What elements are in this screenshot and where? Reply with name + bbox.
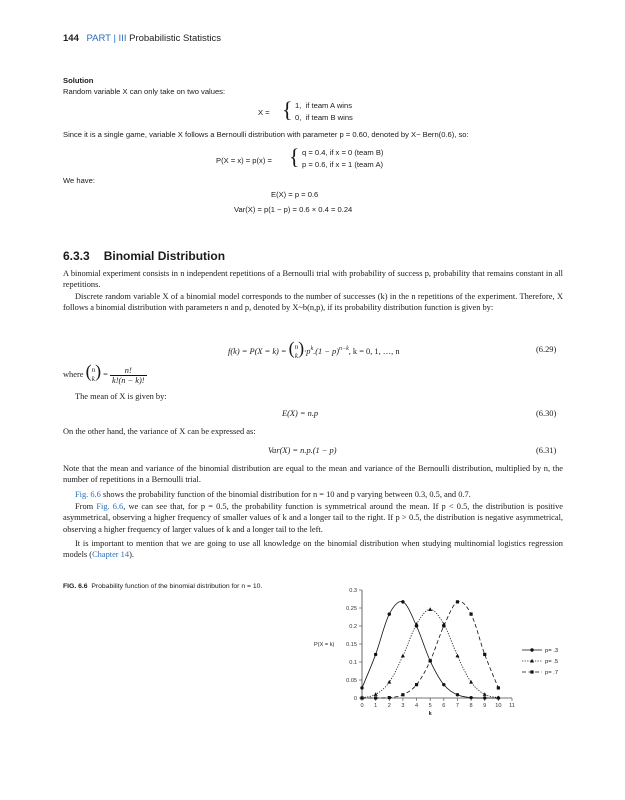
binomial-coefficient-definition: where ( n k ) = $\frac{n!}{k!(n - k)!}$ [63,361,145,385]
paragraph-4: Fig. 6.6 shows the probability function of the binomial distribution for n = 10 and p varying between 0.3, 0.5, and 0.7. [75,490,471,499]
data-point-s0-k0 [360,686,363,689]
y-tick-label: 0.2 [349,624,357,631]
page-number: 144 [63,33,79,44]
y-tick-label: 0.3 [349,588,357,595]
series-line-1 [362,609,498,697]
x-tick-label: 4 [414,703,419,709]
legend-label-2: p= .7 [545,670,559,676]
data-point-s2-k8 [469,613,472,616]
equation-6-31: Var(X) = n.p.(1 − p) [268,446,337,455]
paragraph-6: It is important to mention that we are going to use all knowledge on the binomial distribution when studying multinomial logistics regression models (Chapter 14). [63,539,563,560]
part-title: Probabilistic Statistics [129,33,221,44]
x-tick-label: 3 [401,703,405,709]
legend-marker-0 [530,648,533,651]
x-tick-label: 7 [455,703,460,709]
pmf-case-1: q = 0.4, if x = 0 (team B) [302,148,384,157]
series-line-0 [362,601,498,698]
equation-number-6-30: (6.30) [536,409,557,418]
y-tick-label: 0.25 [346,606,357,613]
x-tick-label: 0 [360,703,364,709]
brace-2: { [289,144,300,169]
equation-number-6-29: (6.29) [536,345,557,354]
figure-caption: FIG. 6.6 Probability function of the binomial distribution for n = 10. [63,583,263,590]
legend-label-1: p= .5 [545,659,559,665]
fig-6-6-link[interactable]: Fig. 6.6 [75,490,101,499]
equation-number-6-31: (6.31) [536,446,557,455]
data-point-s2-k6 [442,624,445,627]
data-point-s2-k2 [388,696,391,699]
x-tick-label: 5 [428,703,432,709]
binomial-chart [300,580,590,770]
data-point-s1-k7 [455,654,459,658]
section-heading: 6.3.3 Binomial Distribution [63,249,226,263]
brace-1: { [282,97,293,122]
data-point-s0-k2 [388,612,391,615]
data-point-s2-k9 [483,653,486,656]
chapter-14-link[interactable]: Chapter 14 [92,550,130,560]
x-definition-lhs: X = [258,108,270,117]
x-tick-label: 9 [483,703,487,709]
data-point-s2-k1 [374,696,377,699]
series-line-2 [362,601,498,698]
pmf-lhs: P(X = x) = p(x) = [216,156,272,165]
data-point-s2-k3 [401,693,404,696]
paragraph-2: Discrete random variable X of a binomial model corresponds to the number of successes (k) in the n repetitions of the experiment. Therefore, X follows a binomial distribution with parameters n and p, denoted by X~b(n,p), if its probability distribution function is given by: [63,292,563,313]
data-point-s0-k7 [456,693,459,696]
pmf-case-2: p = 0.6, if x = 1 (team A) [302,160,384,169]
paragraph-3: Note that the mean and variance of the binomial distribution are equal to the mean and variance of the Bernoulli distribution, multiplied by n, the number of repetitions in a Bernoulli trial. [63,464,563,485]
data-point-s1-k1 [374,692,378,696]
mean-eq: E(X) = p = 0.6 [271,190,319,199]
paragraph-5: From Fig. 6.6, we can see that, for p = 0.5, the probability function is symmetrical around the mean. If p < 0.5, the distribution is positive asymmetrical, observing a higher frequency of smaller values of k and a longer tail to the right. If p > 0.5, the distribution is negative asymmetrical, observing a higher frequency of larger values of k and a longer tail to the left. [63,502,563,534]
legend-marker-2 [530,670,533,673]
data-point-s0-k8 [469,696,472,699]
x-tick-label: 11 [509,703,515,709]
running-head [63,33,221,44]
fig-6-6-link-2[interactable]: Fig. 6.6 [96,502,124,511]
x-tick-label: 10 [495,703,502,709]
x-tick-label: 1 [374,703,378,709]
data-point-s0-k3 [401,600,404,603]
data-point-s1-k9 [483,692,487,696]
bernoulli-sentence: Since it is a single game, variable X follows a Bernoulli distribution with parameter p = 0.60, denoted by X~ Bern(0.6), so: [63,130,469,139]
data-point-s2-k7 [456,600,459,603]
data-point-s2-k5 [429,659,432,662]
equation-6-30: E(X) = n.p [282,409,319,418]
y-tick-label: 0.1 [349,660,357,667]
data-point-s0-k6 [442,683,445,686]
variance-intro: On the other hand, the variance of X can be expressed as: [63,427,256,436]
data-point-s0-k9 [483,696,486,699]
we-have: We have: [63,176,95,185]
data-point-s2-k4 [415,683,418,686]
data-point-s1-k3 [401,654,405,658]
x-tick-label: 8 [469,703,473,709]
paragraph-1: A binomial experiment consists in n independent repetitions of a Bernoulli trial with probability of success p, probability that remains constant in all repetitions. [63,269,563,290]
y-tick-label: 0 [353,696,357,703]
mean-intro: The mean of X is given by: [75,392,167,401]
y-tick-label: 0.05 [346,678,357,685]
data-point-s1-k5 [428,607,432,611]
data-point-s2-k0 [360,696,363,699]
variance-eq: Var(X) = p(1 − p) = 0.6 × 0.4 = 0.24 [234,205,353,214]
x-case-1: 1, if team A wins [295,101,353,110]
x-case-2: 0, if team B wins [295,113,353,122]
data-point-s0-k1 [374,653,377,656]
x-axis-label: k [428,711,432,717]
data-point-s2-k10 [497,686,500,689]
part-label: PART | III [86,33,127,44]
data-point-s1-k8 [469,680,473,684]
y-tick-label: 0.15 [346,642,357,649]
x-tick-label: 2 [387,703,391,709]
equation-6-29: f(k) = P(X = k) = ( n k )$\cdot p^k.(1 - p)^{n-k}$, k = 0, 1, …, n [228,338,400,361]
legend-label-0: p= .3 [545,648,559,654]
solution-intro: Random variable X can only take on two values: [63,87,226,96]
solution-heading: Solution [63,76,94,85]
chart-svg [300,580,590,770]
x-tick-label: 6 [442,703,446,709]
y-axis-label: P(X = k) [314,642,335,648]
